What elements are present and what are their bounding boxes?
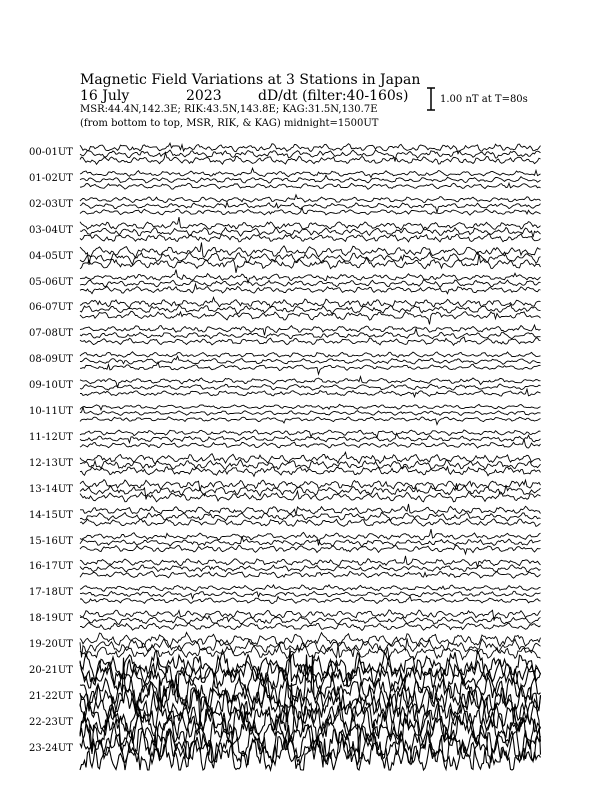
trace-rik-17-18ut bbox=[80, 591, 541, 598]
hour-label-00-01ut: 00-01UT bbox=[29, 147, 73, 158]
hour-label-05-06ut: 05-06UT bbox=[29, 276, 73, 288]
trace-kag-04-05ut bbox=[80, 243, 541, 265]
trace-rik-04-05ut bbox=[80, 252, 541, 265]
hour-label-14-15ut: 14-15UT bbox=[29, 509, 73, 521]
hour-label-13-14ut: 13-14UT bbox=[29, 483, 73, 495]
trace-kag-06-07ut bbox=[80, 297, 541, 307]
trace-msr-07-08ut bbox=[80, 337, 541, 345]
trace-rik-05-06ut bbox=[80, 280, 541, 288]
hour-label-18-19ut: 18-19UT bbox=[29, 613, 73, 625]
trace-kag-19-20ut bbox=[80, 632, 541, 647]
trace-rik-18-19ut bbox=[80, 616, 541, 625]
station-coordinates: MSR:44.4N,142.3E; RIK:43.5N,143.8E; KAG:31.5N,130.7E bbox=[80, 104, 378, 115]
trace-kag-08-09ut bbox=[80, 352, 541, 358]
hour-label-23-24ut: 23-24UT bbox=[29, 742, 73, 754]
trace-msr-10-11ut bbox=[80, 417, 541, 425]
trace-msr-03-04ut bbox=[80, 234, 541, 242]
hour-label-22-23ut: 22-23UT bbox=[29, 716, 73, 728]
hour-label-11-12ut: 11-12UT bbox=[29, 431, 73, 443]
trace-msr-01-02ut bbox=[80, 183, 541, 189]
trace-rik-10-11ut bbox=[80, 407, 541, 415]
trace-rik-09-10ut bbox=[80, 384, 541, 390]
trace-kag-01-02ut bbox=[80, 168, 541, 177]
trace-kag-15-16ut bbox=[80, 529, 541, 545]
scale-bar-label: 1.00 nT at T=80s bbox=[440, 94, 528, 105]
trace-msr-13-14ut bbox=[80, 491, 541, 502]
trace-group bbox=[80, 143, 541, 770]
hour-label-06-07ut: 06-07UT bbox=[29, 302, 73, 314]
chart-year: 2023 bbox=[186, 88, 222, 104]
hour-label-07-08ut: 07-08UT bbox=[29, 328, 73, 340]
hour-label-15-16ut: 15-16UT bbox=[29, 535, 73, 547]
hour-label-10-11ut: 10-11UT bbox=[29, 406, 73, 417]
trace-msr-17-18ut bbox=[80, 596, 541, 604]
trace-msr-09-10ut bbox=[80, 389, 541, 397]
trace-msr-02-03ut bbox=[80, 208, 541, 215]
trace-kag-17-18ut bbox=[80, 585, 541, 592]
trace-msr-16-17ut bbox=[80, 571, 541, 578]
trace-msr-11-12ut bbox=[80, 439, 541, 448]
trace-rik-16-17ut bbox=[80, 565, 541, 572]
trace-kag-02-03ut bbox=[80, 195, 541, 203]
hour-label-04-05ut: 04-05UT bbox=[29, 250, 73, 262]
trace-msr-06-07ut bbox=[80, 311, 541, 324]
trace-rik-01-02ut bbox=[80, 175, 541, 183]
trace-kag-11-12ut bbox=[80, 430, 541, 438]
hour-label-19-20ut: 19-20UT bbox=[29, 639, 73, 651]
trace-kag-00-01ut bbox=[80, 143, 541, 154]
trace-kag-09-10ut bbox=[80, 377, 541, 388]
hour-label-17-18ut: 17-18UT bbox=[29, 587, 73, 599]
chart-filter: dD/dt (filter:40-160s) bbox=[258, 88, 409, 104]
hour-label-20-21ut: 20-21UT bbox=[29, 665, 73, 676]
trace-rik-02-03ut bbox=[80, 202, 541, 212]
trace-kag-16-17ut bbox=[80, 556, 541, 567]
hour-label-12-13ut: 12-13UT bbox=[29, 457, 73, 469]
trace-kag-03-04ut bbox=[80, 217, 541, 230]
chart-date: 16 July bbox=[80, 88, 130, 104]
trace-kag-10-11ut bbox=[80, 404, 541, 410]
stack-order-note: (from bottom to top, MSR, RIK, & KAG) midnight=1500UT bbox=[80, 118, 379, 129]
trace-rik-14-15ut bbox=[80, 513, 541, 521]
chart-title: Magnetic Field Variations at 3 Stations in Japan bbox=[80, 72, 421, 88]
hour-label-09-10ut: 09-10UT bbox=[29, 380, 73, 392]
trace-msr-14-15ut bbox=[80, 519, 541, 527]
trace-rik-08-09ut bbox=[80, 356, 541, 364]
hour-label-01-02ut: 01-02UT bbox=[29, 172, 73, 184]
trace-kag-13-14ut bbox=[80, 480, 541, 491]
hour-label-02-03ut: 02-03UT bbox=[29, 198, 73, 210]
hour-label-08-09ut: 08-09UT bbox=[29, 354, 73, 366]
hour-label-21-22ut: 21-22UT bbox=[29, 690, 73, 702]
hour-label-03-04ut: 03-04UT bbox=[29, 224, 73, 236]
trace-msr-05-06ut bbox=[80, 284, 541, 294]
trace-msr-15-16ut bbox=[80, 545, 541, 554]
trace-rik-00-01ut bbox=[80, 150, 541, 162]
trace-msr-08-09ut bbox=[80, 362, 541, 374]
trace-kag-05-06ut bbox=[80, 270, 541, 283]
hour-label-16-17ut: 16-17UT bbox=[29, 561, 73, 573]
